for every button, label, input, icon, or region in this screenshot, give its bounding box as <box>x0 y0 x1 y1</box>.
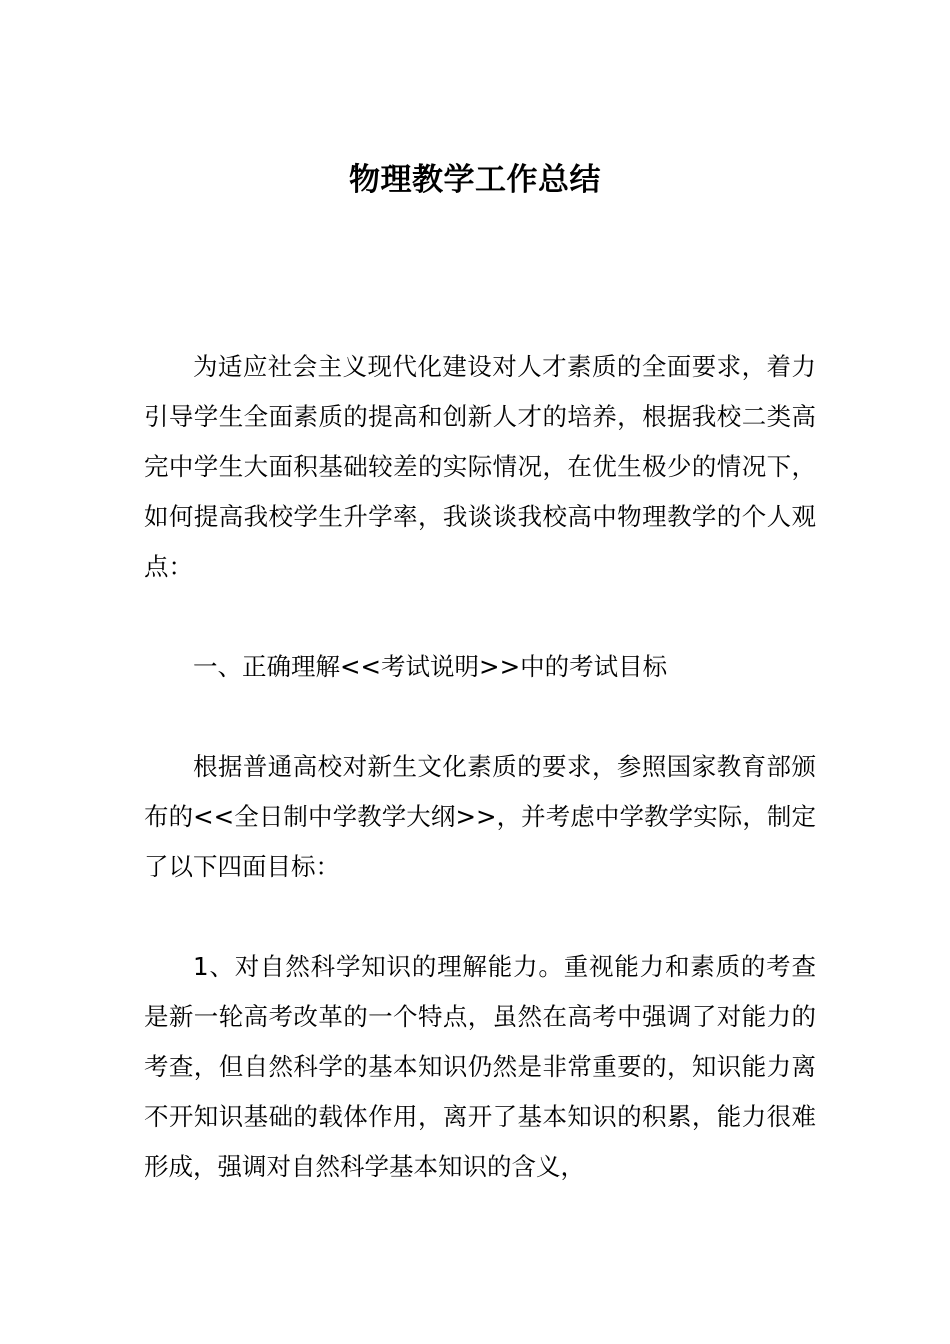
document-title: 物理教学工作总结 <box>349 162 601 198</box>
document-body <box>144 342 816 1192</box>
paragraph-item-1: 1、对自然科学知识的理解能力。重视能力和素质的考查是新一轮高考改革的一个特点，虽然在高考中强调了对能力的考查，但自然科学的基本知识仍然是非常重要的，知识能力离不开知识基础的载体作用，离开了基本知识的积累，能力很难形成，强调对自然科学基本知识的含义， <box>144 952 816 1181</box>
section-heading-1: 一、正确理解<<考试说明>>中的考试目标 <box>193 652 668 681</box>
paragraph-goals: 根据普通高校对新生文化素质的要求，参照国家教育部颁布的<<全日制中学教学大纲>>，并考虑中学教学实际，制定了以下四面目标： <box>144 752 816 881</box>
paragraph-intro: 为适应社会主义现代化建设对人才素质的全面要求，着力引导学生全面素质的提高和创新人才的培养，根据我校二类高完中学生大面积基础较差的实际情况，在优生极少的情况下，如何提高我校学生升学率，我谈谈我校高中物理教学的个人观点： <box>144 352 816 581</box>
